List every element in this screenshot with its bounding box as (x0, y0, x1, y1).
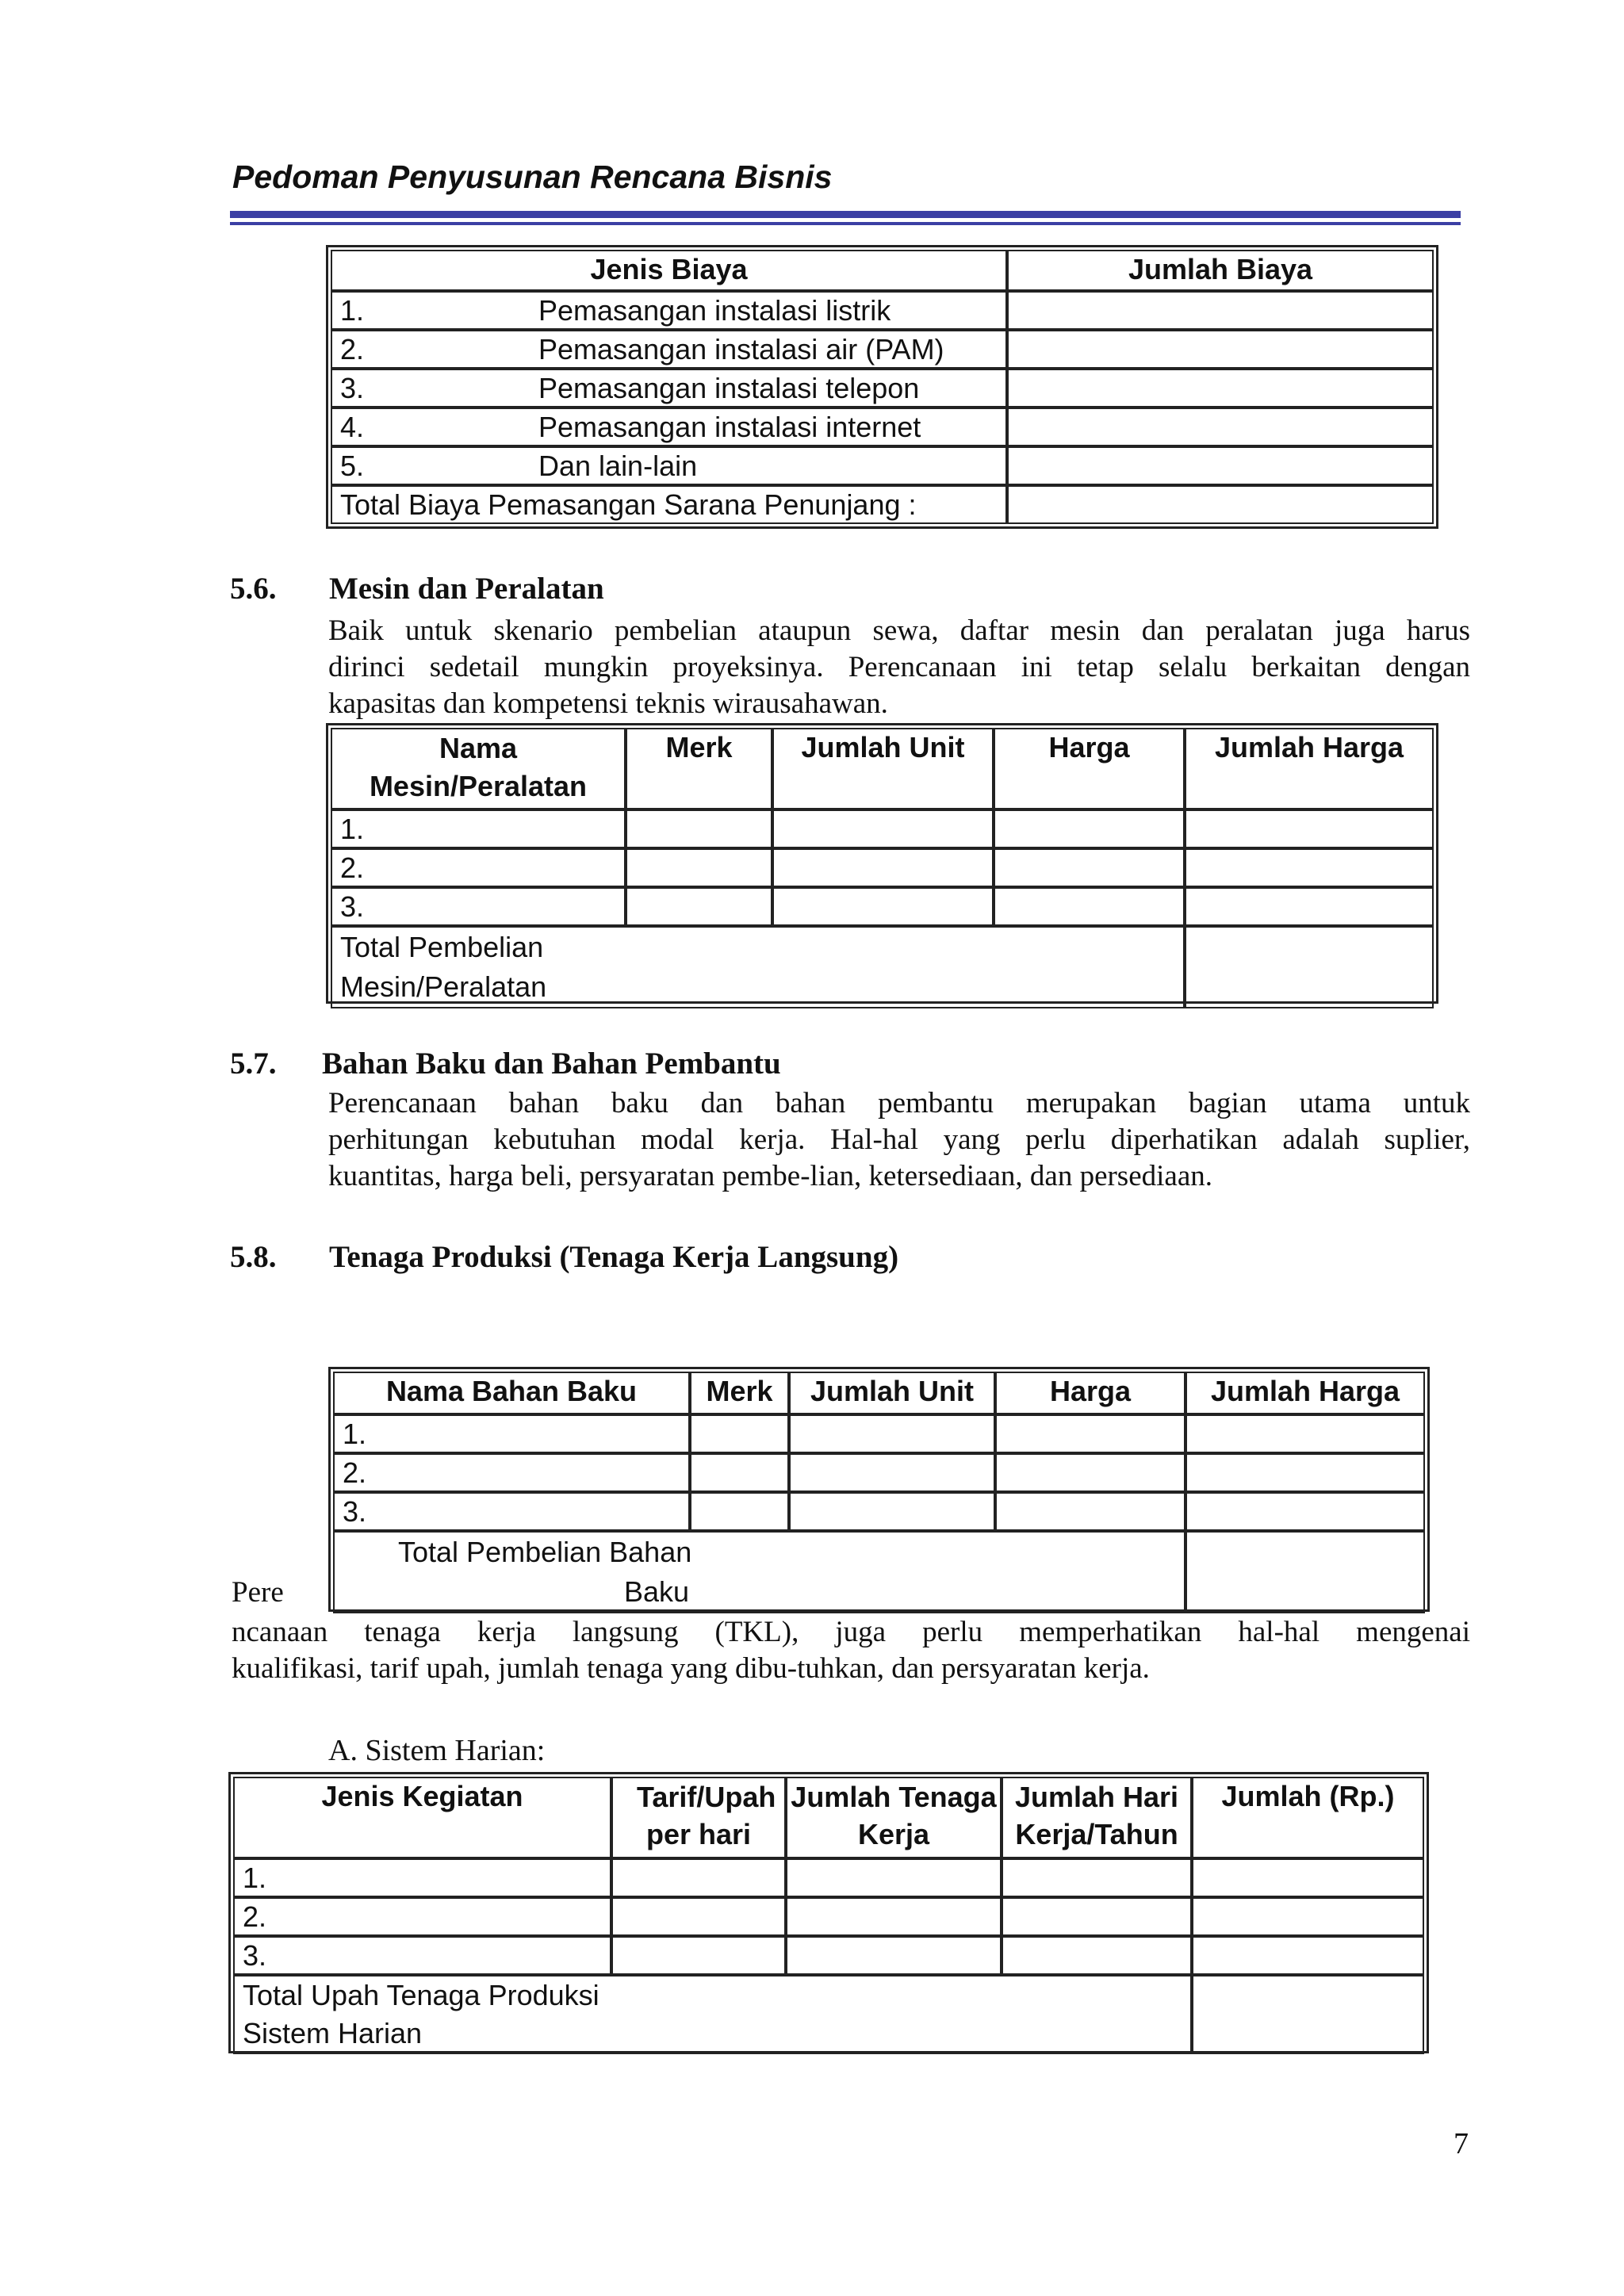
table-row (331, 848, 1434, 887)
row-number: 3. (331, 887, 626, 926)
row-item: Pemasangan instalasi air (PAM) (538, 333, 944, 365)
row-number: 2. (331, 848, 626, 887)
col-header-activity: Jenis Kegiatan (233, 1777, 611, 1858)
total-label: Total Biaya Pemasangan Sarana Penunjang : (331, 485, 1007, 524)
section-number: 5.7. (230, 1047, 277, 1081)
col-header-name: Nama Mesin/Peralatan (331, 728, 626, 809)
row-number: 1. (233, 1858, 611, 1897)
section-title: Mesin dan Peralatan (329, 572, 604, 606)
row-number: 1. (333, 1414, 690, 1453)
row-number: 2. (340, 333, 365, 365)
header-rule-thick (230, 211, 1461, 218)
table-row (331, 446, 1434, 485)
table-row (331, 330, 1434, 369)
col-header-total-price: Jumlah Harga (1185, 728, 1434, 809)
col-header-brand: Merk (690, 1372, 789, 1414)
col-header-total-price: Jumlah Harga (1185, 1372, 1425, 1414)
table-row (333, 1492, 1425, 1531)
row-number: 3. (333, 1492, 690, 1531)
subheading: A. Sistem Harian: (328, 1734, 546, 1767)
amount-cell (1007, 446, 1434, 485)
total-row (331, 926, 1434, 1008)
paragraph-line: Baik untuk skenario pembelian ataupun sewa, daftar mesin dan peralatan juga harus (328, 614, 1470, 647)
col-header-daily-rate: Tarif/Upah per hari (611, 1777, 786, 1858)
paragraph-fragment: Pere (232, 1576, 284, 1609)
support-facilities-table (326, 245, 1438, 529)
col-header-price: Harga (995, 1372, 1185, 1414)
row-item: Pemasangan instalasi internet (538, 411, 921, 443)
col-header-cost-amount: Jumlah Biaya (1007, 250, 1434, 291)
total-label-line2: Sistem Harian (243, 2017, 423, 2049)
row-number: 3. (233, 1936, 611, 1975)
tkl-paragraph (232, 1614, 1470, 1687)
table-row (333, 1414, 1425, 1453)
total-amount-cell (1185, 926, 1434, 1008)
col-header-worker-count: Jumlah Tenaga Kerja (786, 1777, 1002, 1858)
table-row (333, 1453, 1425, 1492)
total-amount-cell (1192, 1975, 1424, 2054)
section-number: 5.8. (230, 1240, 277, 1274)
table-row (233, 1897, 1424, 1936)
col-header-amount: Jumlah (Rp.) (1192, 1777, 1424, 1858)
col-header-unit-count: Jumlah Unit (772, 728, 994, 809)
col-header-price: Harga (994, 728, 1185, 809)
paragraph-line: kualifikasi, tarif upah, jumlah tenaga yang dibu-tuhkan, dan persyaratan kerja. (232, 1652, 1150, 1685)
amount-cell (1007, 330, 1434, 369)
total-row (233, 1975, 1424, 2054)
row-number: 3. (340, 372, 365, 404)
section-title: Bahan Baku dan Bahan Pembantu (322, 1047, 781, 1081)
paragraph-line: ncanaan tenaga kerja langsung (TKL), juga perlu memperhatikan hal-hal mengenai (232, 1616, 1470, 1648)
paragraph-line: Perencanaan bahan baku dan bahan pembantu merupakan bagian utama untuk (328, 1087, 1470, 1119)
paragraph-line: dirinci sedetail mungkin proyeksinya. Perencanaan ini tetap selalu berkaitan dengan (328, 651, 1470, 683)
row-number: 5. (340, 450, 365, 482)
section-paragraph (328, 1085, 1470, 1195)
amount-cell (1007, 408, 1434, 446)
col-header-cost-type: Jenis Biaya (331, 250, 1007, 291)
section-number: 5.6. (230, 572, 277, 606)
row-item: Dan lain-lain (538, 450, 698, 482)
col-header-material-name: Nama Bahan Baku (333, 1372, 690, 1414)
running-header: Pedoman Penyusunan Rencana Bisnis (232, 159, 833, 195)
col-header-unit-count: Jumlah Unit (789, 1372, 995, 1414)
total-label-line2: Baku (624, 1575, 690, 1608)
paragraph-line: perhitungan kebutuhan modal kerja. Hal-hal yang perlu diperhatikan adalah suplier, (328, 1123, 1470, 1156)
raw-materials-table (328, 1367, 1430, 1612)
daily-wage-table (228, 1772, 1429, 2053)
row-item: Pemasangan instalasi telepon (538, 372, 920, 404)
row-number: 1. (331, 809, 626, 848)
total-label: Total Pembelian Mesin/Peralatan (340, 931, 547, 1003)
amount-cell (1007, 291, 1434, 330)
row-number: 2. (333, 1453, 690, 1492)
row-number: 4. (340, 411, 365, 443)
row-item: Pemasangan instalasi listrik (538, 294, 891, 327)
table-row (331, 887, 1434, 926)
table-row (233, 1936, 1424, 1975)
total-row (333, 1531, 1425, 1613)
table-row (331, 408, 1434, 446)
total-label-line1: Total Upah Tenaga Produksi (243, 1979, 599, 2011)
total-amount-cell (1185, 1531, 1425, 1613)
header-rule-thin (230, 222, 1461, 225)
table-row (331, 369, 1434, 408)
total-amount-cell (1007, 485, 1434, 524)
paragraph-line: kuantitas, harga beli, persyaratan pembe-lian, ketersediaan, dan persediaan. (328, 1160, 1213, 1192)
table-row (331, 291, 1434, 330)
row-number: 1. (340, 294, 365, 327)
total-label-line1: Total Pembelian Bahan (398, 1536, 692, 1568)
table-row (233, 1858, 1424, 1897)
page-number: 7 (1454, 2127, 1469, 2160)
section-title: Tenaga Produksi (Tenaga Kerja Langsung) (329, 1240, 899, 1274)
section-paragraph (328, 613, 1470, 722)
col-header-work-days: Jumlah Hari Kerja/Tahun (1002, 1777, 1192, 1858)
paragraph-line: kapasitas dan kompetensi teknis wirausahawan. (328, 687, 888, 720)
table-row (331, 809, 1434, 848)
total-row (331, 485, 1434, 524)
amount-cell (1007, 369, 1434, 408)
row-number: 2. (233, 1897, 611, 1936)
col-header-brand: Merk (626, 728, 772, 809)
machinery-table (326, 723, 1438, 1004)
